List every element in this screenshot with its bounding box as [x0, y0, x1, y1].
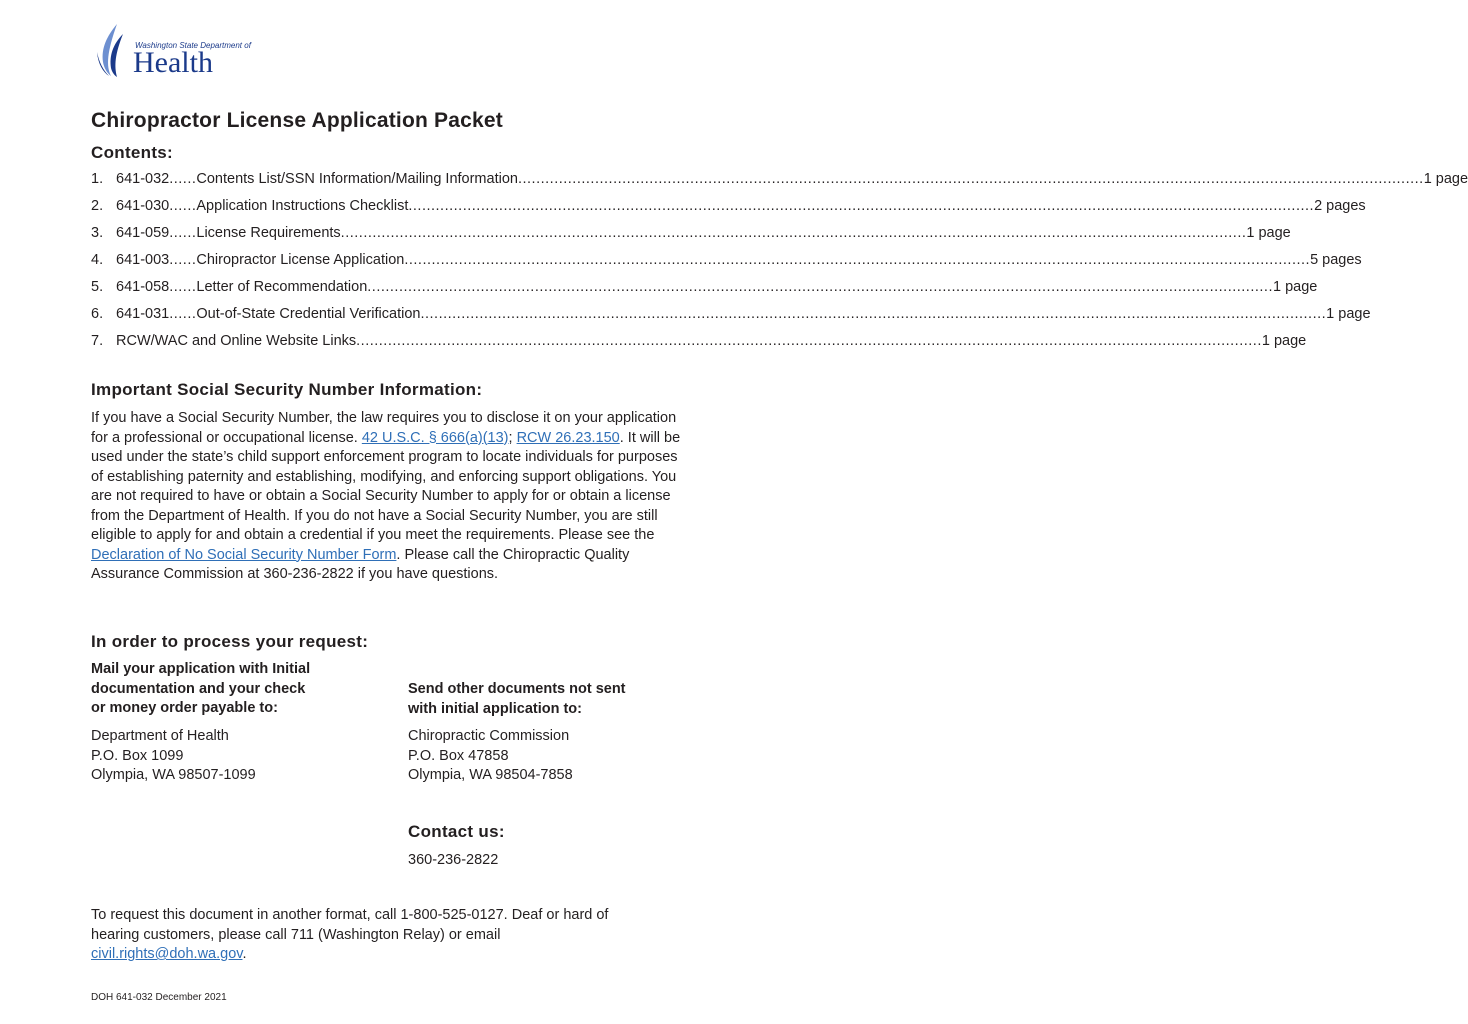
leader-dots: ......: [169, 252, 197, 268]
contents-item-title: Out-of-State Credential Verification: [196, 306, 421, 322]
document-footer: DOH 641-032 December 2021: [91, 992, 227, 1003]
alt-format-text: To request this document in another format, call 1-800-525-0127. Deaf or hard of hearing customers, please call 711 (Washington Relay) or email: [91, 907, 609, 943]
alt-format-paragraph: [91, 906, 651, 965]
contents-item-row: [116, 171, 1468, 187]
contents-item-title: License Requirements: [196, 225, 341, 241]
ssn-paragraph: [91, 409, 691, 585]
contents-item-row: [116, 225, 1291, 241]
ssn-text-1: If you have a Social Security Number, the law requires you to disclose it on your application for a professional or occupational license.: [91, 410, 677, 446]
send-heading-line: with initial application to:: [408, 700, 582, 717]
contents-item-title: Application Instructions Checklist: [196, 198, 409, 214]
leader-dots: ......: [169, 279, 197, 295]
mail-heading-line: documentation and your check: [91, 680, 306, 697]
page-count: 1 page: [1272, 279, 1318, 295]
form-number: 641-059: [116, 225, 170, 241]
contents-item-title: Letter of Recommendation: [196, 279, 368, 295]
contents-item-title: RCW/WAC and Online Website Links: [116, 333, 357, 349]
address-line: Olympia, WA 98504-7858: [408, 767, 573, 783]
form-number: 641-003: [116, 252, 170, 268]
send-address: [408, 727, 698, 786]
contents-item-number: 7.: [91, 333, 104, 349]
leader-dots: ........................................................................................................................................................................................................: [404, 252, 1311, 268]
ssn-text-2: ;: [508, 429, 517, 446]
page-count: 1 page: [1326, 306, 1371, 322]
contents-item-row: [116, 198, 1366, 214]
ssn-text-4: . Please call the Chiropractic Quality Assurance Commission at 360-236-2822 if you have questions.: [91, 546, 630, 582]
contents-item-number: 4.: [91, 252, 104, 268]
mail-heading-line: or money order payable to:: [91, 700, 278, 716]
contents-item: [91, 171, 1468, 198]
contents-item-number: 3.: [91, 225, 104, 241]
address-line: Department of Health: [91, 728, 229, 744]
contents-item: [91, 306, 1371, 333]
contents-item-title: Chiropractor License Application: [196, 252, 405, 268]
contact-phone: 360-236-2822: [408, 852, 499, 868]
contents-item-row: [116, 279, 1318, 295]
send-heading-line: Send other documents not sent: [408, 681, 626, 697]
contents-item: [91, 279, 1318, 306]
rcw-link[interactable]: RCW 26.23.150: [516, 429, 620, 446]
form-number: 641-032: [116, 171, 170, 187]
leader-dots: ........................................................................................................................................................................................................: [517, 171, 1424, 187]
civil-rights-email-link[interactable]: civil.rights@doh.wa.gov: [91, 946, 243, 962]
form-number: 641-058: [116, 279, 170, 295]
alt-format-end: .: [242, 946, 247, 962]
contents-item: [91, 225, 1291, 252]
contents-list: [91, 171, 1468, 360]
mail-instructions: [91, 660, 381, 719]
page-count: 1 page: [1423, 171, 1468, 187]
address-line: Olympia, WA 98507-1099: [91, 767, 256, 783]
contents-item-number: 1.: [91, 171, 104, 187]
leader-dots: ......: [169, 306, 197, 322]
send-instructions: [408, 680, 698, 719]
order-heading: In order to process your request:: [91, 632, 369, 651]
form-number: 641-030: [116, 198, 170, 214]
address-line: P.O. Box 47858: [408, 747, 509, 764]
contents-item-row: [116, 333, 1307, 349]
leader-dots: ........................................................................................................................................................................................................: [356, 333, 1262, 349]
contents-item-number: 2.: [91, 198, 104, 214]
contents-item: [91, 198, 1366, 225]
leader-dots: ........................................................................................................................................................................................................: [408, 198, 1315, 214]
declaration-form-link[interactable]: Declaration of No Social Security Number Form: [91, 546, 397, 563]
leader-dots: ......: [169, 171, 197, 187]
mail-address: [91, 727, 381, 786]
contents-item-title: Contents List/SSN Information/Mailing Information: [196, 171, 518, 187]
contents-item-row: [116, 306, 1371, 322]
leader-dots: ........................................................................................................................................................................................................: [367, 279, 1273, 295]
page-count: 2 pages: [1314, 198, 1366, 214]
leader-dots: ........................................................................................................................................................................................................: [420, 306, 1327, 322]
contents-item: [91, 333, 1307, 360]
usc-link[interactable]: 42 U.S.C. § 666(a)(13): [361, 429, 509, 446]
page-title: Chiropractor License Application Packet: [91, 109, 503, 132]
contact-heading: Contact us:: [408, 822, 505, 841]
ssn-heading: Important Social Security Number Information:: [91, 380, 483, 399]
leader-dots: ......: [169, 198, 197, 214]
contents-item: [91, 252, 1362, 279]
page-count: 5 pages: [1310, 252, 1362, 268]
mail-heading-line: Mail your application with Initial: [91, 661, 311, 677]
address-line: Chiropractic Commission: [408, 728, 570, 744]
ssn-text-3: . It will be used under the state’s child support enforcement program to locate individuals for purposes of establishing paternity and establishing, modifying, and enforcing support obligations. You are not required to have or obtain a Social Security Number to apply for or obtain a license from the Department of Health. If you do not have a Social Security Number, you are still eligible to apply for and obtain a credential if you meet the requirements. Please see the: [91, 429, 681, 543]
doh-logo: [93, 22, 251, 79]
leader-dots: ........................................................................................................................................................................................................: [340, 225, 1247, 241]
address-line: P.O. Box 1099: [91, 747, 184, 764]
contents-item-number: 5.: [91, 279, 104, 295]
leader-dots: ......: [169, 225, 197, 241]
contents-item-number: 6.: [91, 306, 104, 322]
contents-heading: Contents:: [91, 143, 174, 162]
page-count: 1 page: [1261, 333, 1307, 349]
logo-health-text: Health: [133, 46, 213, 79]
doh-logo-mark-icon: [93, 22, 133, 78]
contents-item-row: [116, 252, 1362, 268]
logo-department-text: Washington State Department of: [135, 41, 251, 50]
page-count: 1 page: [1246, 225, 1291, 241]
form-number: 641-031: [116, 306, 170, 322]
